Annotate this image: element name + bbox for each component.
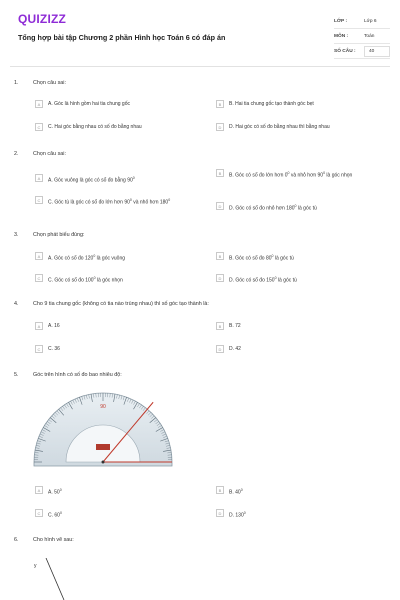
option-label: A. $50^0$ xyxy=(48,488,62,496)
option-label: C. 36 xyxy=(48,346,60,352)
option-2c[interactable] xyxy=(35,197,205,206)
meta-value: Toán xyxy=(364,33,375,39)
option-letter-box: C xyxy=(35,123,43,131)
option-letter-box: C xyxy=(35,345,43,353)
option-label: A. Góc có số đo $120^0$ là góc vuông xyxy=(48,254,126,262)
protractor-svg xyxy=(28,386,178,468)
option-label: B. $40^0$ xyxy=(229,488,243,496)
option-label: C. Góc có số đo $100^0$ là góc nhọn xyxy=(48,276,123,284)
meta-key: MÔN : xyxy=(334,33,349,39)
option-label: C. Hai góc bằng nhau có số đo bằng nhau xyxy=(48,124,142,130)
option-letter-box: A xyxy=(35,100,43,108)
option-4d[interactable] xyxy=(216,346,241,353)
option-label: D. Góc có số đo nhỏ hơn $180^0$ là góc tù xyxy=(229,204,317,212)
option-label: D. $130^0$ xyxy=(229,511,246,519)
option-4c[interactable] xyxy=(35,346,60,353)
meta-class xyxy=(334,14,390,29)
option-2d[interactable] xyxy=(216,203,317,212)
option-label: D. Hai góc có số đo bằng nhau thì bằng nhau xyxy=(229,124,330,130)
meta-key: LỚP : xyxy=(334,18,348,24)
option-letter-box: C xyxy=(35,196,43,204)
option-3c[interactable] xyxy=(35,275,123,284)
option-1d[interactable] xyxy=(216,124,330,131)
option-letter-box: C xyxy=(35,274,43,282)
option-letter-box: B xyxy=(216,252,224,260)
option-letter-box: B xyxy=(216,100,224,108)
option-label: B. Góc có số đo $80^0$ là góc tù xyxy=(229,254,294,262)
protractor-image xyxy=(28,386,178,468)
option-letter-box: A xyxy=(35,174,43,182)
protractor-center-point xyxy=(102,461,105,464)
option-2b[interactable] xyxy=(216,170,376,179)
protractor-center-label: 90 xyxy=(100,404,106,410)
option-5a[interactable] xyxy=(35,487,62,496)
option-5c[interactable] xyxy=(35,510,62,519)
figure-line xyxy=(46,558,64,600)
option-5d[interactable] xyxy=(216,510,246,519)
option-3b[interactable] xyxy=(216,253,294,262)
meta-panel xyxy=(334,14,390,59)
question-number: 1. xyxy=(14,80,19,86)
option-label: C. Góc tù là góc có số đo lớn hơn $90^0$ và nhỏ hơn $180^0$ xyxy=(48,198,171,206)
option-2a[interactable] xyxy=(35,175,135,184)
option-label: B. Hai tia chung gốc tạo thành góc bẹt xyxy=(229,101,314,107)
option-letter-box: C xyxy=(35,509,43,517)
option-letter-box: B xyxy=(216,486,224,494)
option-letter-box: B xyxy=(216,169,224,177)
question-text: Chọn câu sai: xyxy=(33,80,66,86)
question-text: Chọn câu sai: xyxy=(33,151,66,157)
option-label: C. $60^0$ xyxy=(48,511,62,519)
meta-value: 40 xyxy=(364,46,390,57)
protractor-brand-badge xyxy=(96,444,110,450)
option-1c[interactable] xyxy=(35,124,142,131)
question-number: 4. xyxy=(14,301,19,307)
option-letter-box: A xyxy=(35,486,43,494)
meta-count xyxy=(334,44,390,59)
option-letter-box: D xyxy=(216,123,224,131)
option-4a[interactable] xyxy=(35,323,60,330)
option-1a[interactable] xyxy=(35,101,130,108)
option-letter-box: A xyxy=(35,322,43,330)
figure-6 xyxy=(28,558,88,600)
option-label: A. Góc vuông là góc có số đo bằng $90^0$ xyxy=(48,176,135,184)
question-number: 3. xyxy=(14,232,19,238)
option-label: A. Góc là hình gồm hai tia chung gốc xyxy=(48,101,130,107)
question-text: Cho hình vẽ sau: xyxy=(33,537,74,543)
header-divider xyxy=(10,66,390,67)
point-label: y xyxy=(34,563,37,569)
option-label: D. Góc có số đo $150^0$ là góc tù xyxy=(229,276,297,284)
option-1b[interactable] xyxy=(216,101,314,108)
quizizz-logo: QUIZIZZ xyxy=(18,12,67,26)
option-letter-box: D xyxy=(216,509,224,517)
option-label: B. 72 xyxy=(229,323,241,329)
question-text: Chọn phát biểu đúng: xyxy=(33,232,85,238)
option-letter-box: D xyxy=(216,202,224,210)
question-text: Góc trên hình có số đo bao nhiêu độ: xyxy=(33,372,122,378)
option-4b[interactable] xyxy=(216,323,241,330)
option-3d[interactable] xyxy=(216,275,297,284)
option-letter-box: B xyxy=(216,322,224,330)
figure-6-svg xyxy=(28,558,88,600)
option-label: D. 42 xyxy=(229,346,241,352)
meta-subject xyxy=(334,29,390,44)
option-label: A. 16 xyxy=(48,323,60,329)
question-number: 5. xyxy=(14,372,19,378)
option-letter-box: D xyxy=(216,345,224,353)
question-text: Cho 9 tia chung gốc (không có tia nào trùng nhau) thì số góc tạo thành là: xyxy=(33,301,209,307)
meta-key: SỐ CÂU : xyxy=(334,48,356,54)
option-letter-box: A xyxy=(35,252,43,260)
option-label: B. Góc có số đo lớn hơn $0^0$ và nhỏ hơn $90^0$ là góc nhọn xyxy=(229,171,353,179)
option-letter-box: D xyxy=(216,274,224,282)
question-number: 6. xyxy=(14,537,19,543)
page-title: Tổng hợp bài tập Chương 2 phần Hình học Toán 6 có đáp án xyxy=(18,33,226,42)
question-number: 2. xyxy=(14,151,19,157)
option-3a[interactable] xyxy=(35,253,125,262)
meta-value: Lớp 6 xyxy=(364,18,377,24)
option-5b[interactable] xyxy=(216,487,243,496)
